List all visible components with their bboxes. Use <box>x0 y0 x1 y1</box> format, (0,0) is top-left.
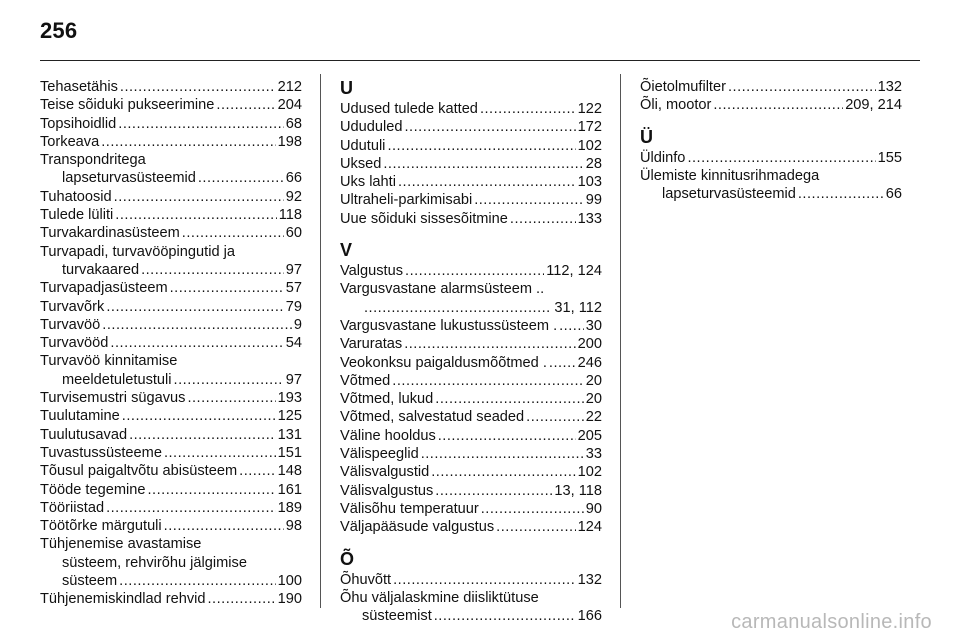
dot-leader <box>549 354 576 372</box>
index-entry <box>340 173 602 191</box>
page-reference: 209, 214 <box>845 97 902 114</box>
index-term: Töötõrke märgutuli <box>40 518 162 535</box>
dot-leader <box>119 572 275 590</box>
index-term: Tuhatoosid <box>40 188 112 205</box>
index-entry <box>340 463 602 481</box>
dot-leader <box>170 279 284 297</box>
header-rule <box>40 60 920 61</box>
index-term: Võtmed, lukud <box>340 391 434 408</box>
index-entry: Turvavöö kinnitamise <box>40 353 178 370</box>
index-term: Uks lahti <box>340 174 396 191</box>
page-reference: 102 <box>577 137 602 154</box>
dot-leader <box>101 133 275 151</box>
index-entry <box>40 206 302 224</box>
page-reference: 99 <box>585 192 602 209</box>
index-entry <box>40 261 302 279</box>
index-entry <box>40 188 302 206</box>
page-reference: 13, 118 <box>554 482 602 499</box>
dot-leader <box>198 169 284 187</box>
page-reference: 131 <box>277 426 302 443</box>
index-entry: Turvapadi, turvavööpingutid ja <box>40 243 235 260</box>
dot-leader <box>174 371 284 389</box>
dot-leader <box>110 334 283 352</box>
index-entry <box>40 444 302 462</box>
page-reference: 151 <box>277 444 302 461</box>
page-reference: 132 <box>877 79 902 95</box>
index-term: Ududuled <box>340 119 403 136</box>
dot-leader <box>129 426 276 444</box>
index-term: Tuulutusavad <box>40 426 128 443</box>
page-reference: 190 <box>277 591 302 608</box>
page-reference: 98 <box>285 518 302 535</box>
index-term: lapseturvasüsteemid <box>62 170 196 187</box>
index-entry <box>340 482 602 500</box>
index-entry <box>340 335 602 353</box>
index-entry <box>40 481 302 499</box>
index-entry: Transpondritega <box>40 152 146 169</box>
index-term: Turvisemustri sügavus <box>40 390 186 407</box>
index-entry <box>340 299 602 317</box>
dot-leader <box>122 407 276 425</box>
page-reference: 9 <box>293 316 302 333</box>
index-entry <box>640 185 902 203</box>
index-column-1 <box>40 78 302 609</box>
index-term: Topsihoidlid <box>40 115 117 132</box>
column-divider <box>320 74 321 608</box>
index-term: Veokonksu paigaldusmõõtmed . <box>340 354 547 371</box>
index-entry <box>340 191 602 209</box>
index-term: Tehasetähis <box>40 79 118 95</box>
page-reference: 205 <box>577 427 602 444</box>
index-entry <box>40 133 302 151</box>
page-reference: 54 <box>285 335 302 352</box>
index-entry: Ülemiste kinnitusrihmadega <box>640 167 820 184</box>
dot-leader <box>481 500 584 518</box>
index-term: süsteemist <box>362 608 432 625</box>
index-term: Välisvalgustid <box>340 464 430 481</box>
index-entry <box>340 100 602 118</box>
page-reference: 31, 112 <box>554 299 602 316</box>
page-reference: 118 <box>278 207 302 224</box>
index-entry <box>340 155 602 173</box>
index-term: Torkeava <box>40 133 100 150</box>
index-term: Õli, mootor <box>640 97 712 114</box>
page-reference: 28 <box>585 155 602 172</box>
page-reference: 166 <box>577 608 602 625</box>
index-term: Üldinfo <box>640 149 686 166</box>
index-term: Turvapadjasüsteem <box>40 280 168 297</box>
index-entry: Tühjenemise avastamise <box>40 536 202 553</box>
dot-leader <box>798 185 884 203</box>
index-entry <box>40 115 302 133</box>
index-term: Uue sõiduki sissesõitmine <box>340 210 508 227</box>
dot-leader <box>120 78 276 96</box>
dot-leader <box>118 115 284 133</box>
index-entry <box>340 354 602 372</box>
index-entry <box>340 518 602 536</box>
dot-leader <box>431 463 575 481</box>
page-reference: 155 <box>877 149 902 166</box>
page-reference: 124 <box>577 519 602 536</box>
page-reference: 148 <box>277 463 302 480</box>
page-reference: 133 <box>577 210 602 227</box>
index-term: Väljapääsude valgustus <box>340 519 495 536</box>
page-reference: 68 <box>285 115 302 132</box>
index-term: Tõusul paigaltvõtu abisüsteem <box>40 463 238 480</box>
index-entry <box>40 169 302 187</box>
page-reference: 79 <box>285 298 302 315</box>
index-term: Välispeeglid <box>340 446 419 463</box>
page-reference: 97 <box>285 371 302 388</box>
index-term: Teise sõiduki pukseerimine <box>40 97 215 114</box>
dot-leader <box>728 78 876 96</box>
page-reference: 122 <box>577 101 602 117</box>
dot-leader <box>141 261 284 279</box>
page-reference: 20 <box>585 391 602 408</box>
page-reference: 30 <box>585 317 602 334</box>
index-entry <box>40 426 302 444</box>
index-term: Välisõhu temperatuur <box>340 500 479 517</box>
dot-leader <box>106 499 276 517</box>
index-term: Udused tulede katted <box>340 101 478 117</box>
index-term: Õietolmufilter <box>640 79 726 95</box>
index-term: Välisvalgustus <box>340 482 434 499</box>
dot-leader <box>147 481 275 499</box>
page-reference: 92 <box>285 188 302 205</box>
page-reference: 97 <box>285 261 302 278</box>
index-entry <box>340 137 602 155</box>
dot-leader <box>480 100 576 118</box>
index-term: turvakaared <box>62 261 140 278</box>
dot-leader <box>164 444 276 462</box>
index-entry <box>40 78 302 96</box>
index-entry <box>340 262 602 280</box>
index-entry: Vargusvastane alarmsüsteem .. <box>340 281 545 298</box>
index-term: Võtmed <box>340 372 391 389</box>
dot-leader <box>435 482 552 500</box>
index-entry <box>40 371 302 389</box>
index-entry <box>40 462 302 480</box>
dot-leader <box>438 427 576 445</box>
index-entry <box>40 334 302 352</box>
page-reference: 22 <box>585 409 602 426</box>
dot-leader <box>115 206 276 224</box>
index-term: Tööriistad <box>40 499 105 516</box>
page-reference: 60 <box>285 225 302 242</box>
index-entry <box>340 427 602 445</box>
dot-leader <box>102 316 292 334</box>
page-number: 256 <box>40 18 78 43</box>
page-reference: 200 <box>577 336 602 353</box>
dot-leader <box>559 317 584 335</box>
index-entry <box>40 499 302 517</box>
dot-leader <box>392 372 583 390</box>
dot-leader <box>713 96 843 114</box>
dot-leader <box>526 408 584 426</box>
dot-leader <box>383 155 583 173</box>
index-term: Tuvastussüsteeme <box>40 444 162 461</box>
index-entry <box>340 500 602 518</box>
index-entry <box>40 572 302 590</box>
page-reference: 193 <box>277 390 302 407</box>
dot-leader <box>404 118 575 136</box>
page-reference: 33 <box>585 446 602 463</box>
index-entry <box>640 78 902 96</box>
index-term: Turvavöö <box>40 316 101 333</box>
index-entry <box>640 149 902 167</box>
index-entry <box>640 96 902 114</box>
index-term: Võtmed, salvestatud seaded <box>340 409 525 426</box>
index-term: Turvavööd <box>40 335 109 352</box>
dot-leader <box>496 518 575 536</box>
page-reference: 172 <box>577 119 602 136</box>
index-entry <box>40 389 302 407</box>
index-entry <box>340 118 602 136</box>
page-reference: 100 <box>277 573 302 590</box>
page-reference: 246 <box>577 354 602 371</box>
page-reference: 161 <box>277 481 302 498</box>
index-entry <box>340 571 602 589</box>
page-reference: 102 <box>577 464 602 481</box>
page-reference: 125 <box>277 408 302 425</box>
index-term: süsteem <box>62 573 118 590</box>
watermark: carmanualsonline.info <box>731 611 932 633</box>
index-term: Turvakardinasüsteem <box>40 225 180 242</box>
index-term: Õhuvõtt <box>340 571 392 588</box>
dot-leader <box>398 173 576 191</box>
section-letter: U <box>340 78 353 98</box>
section-letter: V <box>340 240 353 261</box>
page-reference: 132 <box>577 571 602 588</box>
index-term: Tuulutamine <box>40 408 120 425</box>
index-entry <box>340 445 602 463</box>
page-reference: 112, 124 <box>546 263 602 280</box>
dot-leader <box>207 590 275 608</box>
dot-leader <box>510 210 576 228</box>
index-entry <box>340 607 602 625</box>
column-divider <box>620 74 621 608</box>
index-term: Udutuli <box>340 137 386 154</box>
index-term: meeldetuletustuli <box>62 371 172 388</box>
index-term: Tulede lüliti <box>40 207 114 224</box>
dot-leader <box>216 96 275 114</box>
index-entry <box>40 279 302 297</box>
index-term: Uksed <box>340 155 382 172</box>
index-entry <box>40 224 302 242</box>
section-letter: Õ <box>340 548 355 569</box>
index-entry <box>340 210 602 228</box>
index-column-3 <box>640 78 902 203</box>
index-entry <box>340 372 602 390</box>
dot-leader <box>239 462 276 480</box>
dot-leader <box>434 607 576 625</box>
page-reference: 66 <box>885 186 902 203</box>
index-entry: süsteem, rehvirõhu jälgimise <box>62 554 247 571</box>
dot-leader <box>393 571 576 589</box>
page-reference: 198 <box>277 133 302 150</box>
dot-leader <box>364 299 552 317</box>
index-term: Varuratas <box>340 336 403 353</box>
dot-leader <box>474 191 584 209</box>
index-entry <box>40 407 302 425</box>
index-entry <box>340 317 602 335</box>
index-term: Valgustus <box>340 263 404 280</box>
page-reference: 212 <box>277 79 302 95</box>
dot-leader <box>182 224 284 242</box>
index-entry <box>40 298 302 316</box>
index-entry <box>340 390 602 408</box>
page-reference: 20 <box>585 372 602 389</box>
index-term: Ultraheli-parkimisabi <box>340 192 473 209</box>
dot-leader <box>106 298 283 316</box>
dot-leader <box>387 137 575 155</box>
page-reference: 204 <box>277 97 302 114</box>
index-term: Tühjenemiskindlad rehvid <box>40 591 206 608</box>
index-entry: Õhu väljalaskmine diisliktütuse <box>340 589 539 606</box>
index-term: lapseturvasüsteemid <box>662 186 796 203</box>
index-term: Vargusvastane lukustussüsteem . <box>340 317 558 334</box>
dot-leader <box>421 445 584 463</box>
section-letter: Ü <box>640 126 653 147</box>
dot-leader <box>687 149 875 167</box>
index-entry <box>340 408 602 426</box>
page-reference: 90 <box>585 500 602 517</box>
index-term: Turvavõrk <box>40 298 105 315</box>
dot-leader <box>404 335 575 353</box>
page-reference: 189 <box>277 499 302 516</box>
dot-leader <box>164 517 284 535</box>
index-entry <box>40 590 302 608</box>
dot-leader <box>114 188 284 206</box>
dot-leader <box>405 262 544 280</box>
index-column-2 <box>340 78 602 625</box>
index-entry <box>40 316 302 334</box>
dot-leader <box>187 389 275 407</box>
index-entry <box>40 517 302 535</box>
page-reference: 103 <box>577 174 602 191</box>
index-term: Väline hooldus <box>340 427 436 444</box>
index-entry <box>40 96 302 114</box>
page-reference: 66 <box>285 170 302 187</box>
dot-leader <box>435 390 583 408</box>
page-reference: 57 <box>285 280 302 297</box>
index-term: Tööde tegemine <box>40 481 146 498</box>
